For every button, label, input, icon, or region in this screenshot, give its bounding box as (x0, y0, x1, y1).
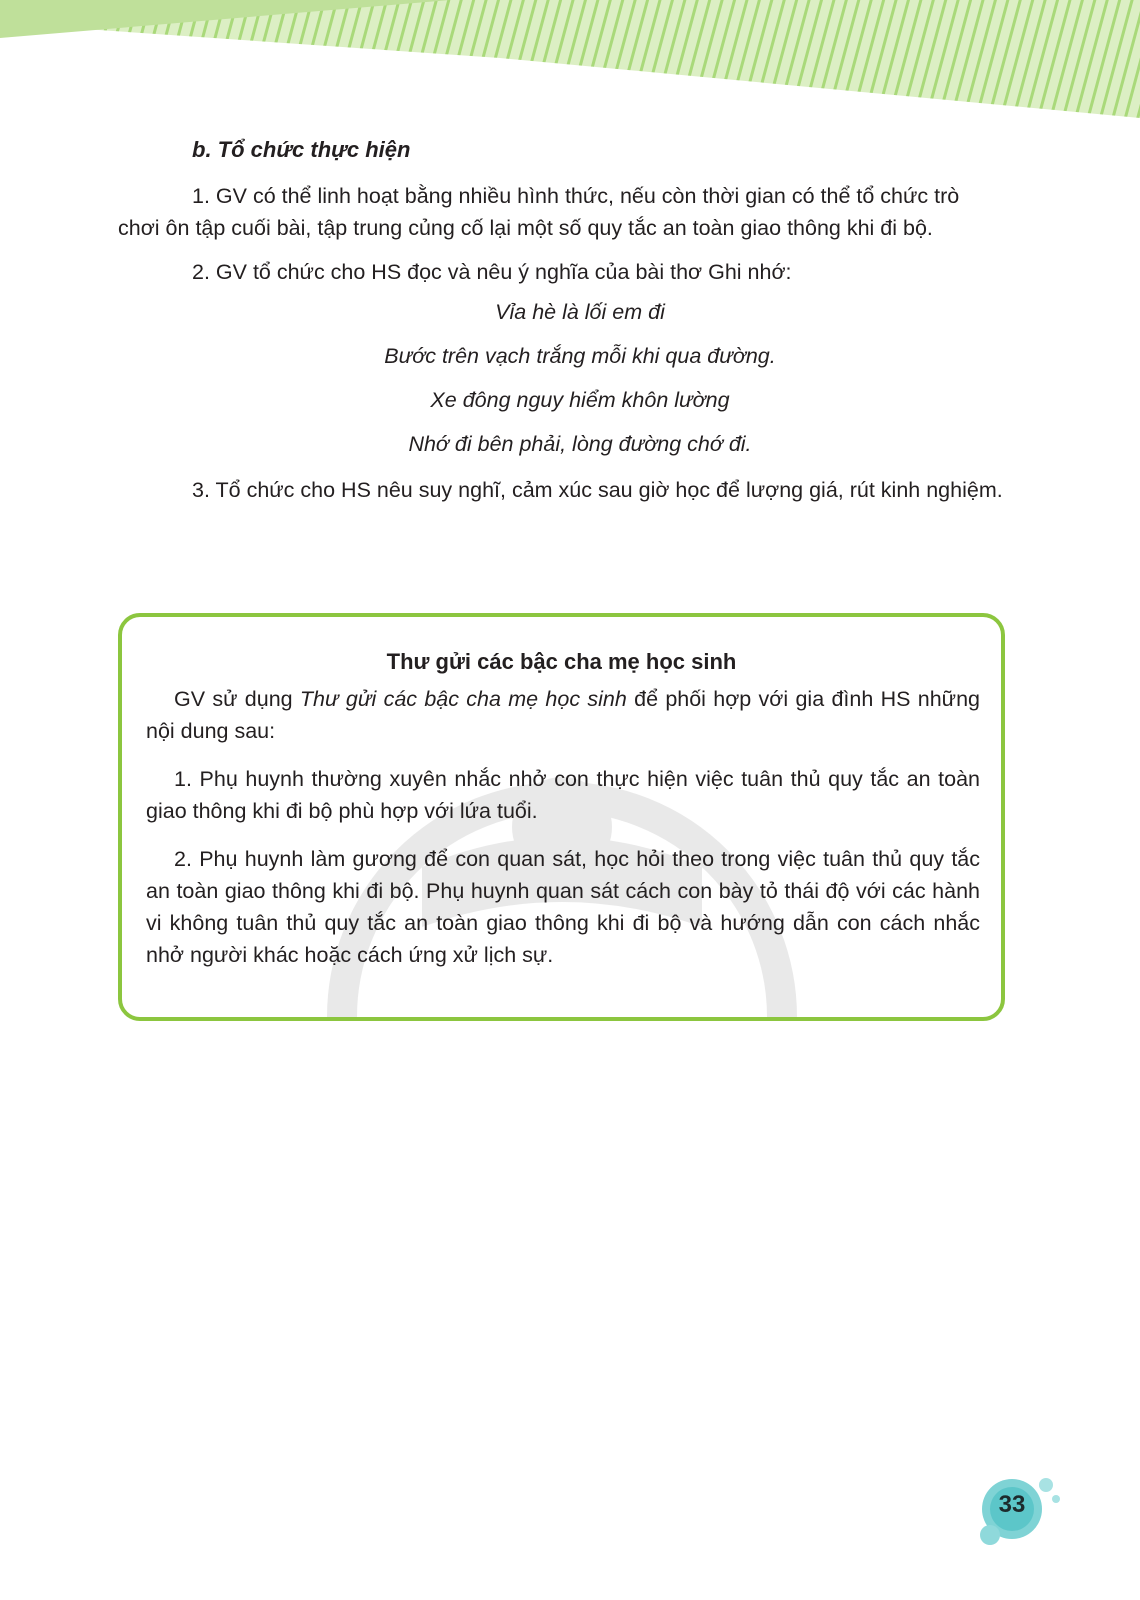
box-title: Thư gửi các bậc cha mẹ học sinh (386, 649, 737, 674)
item-1-line-1: 1. GV có thể linh hoạt bằng nhiều hình thức, nếu còn thời gian có thể tổ chức trò (192, 184, 960, 208)
section-heading: b. Tổ chức thực hiện (192, 137, 411, 162)
intro-text: GV sử dụng (174, 687, 300, 711)
box-item-1: 1. Phụ huynh thường xuyên nhắc nhở con thực hiện việc tuân thủ quy tắc an toàn giao thông khi đi bộ phù hợp với lứa tuổi. (146, 767, 980, 823)
item-3: 3. Tổ chức cho HS nêu suy nghĩ, cảm xúc sau giờ học để lượng giá, rút kinh nghiệm. (192, 478, 1003, 502)
poem-line: Bước trên vạch trắng mỗi khi qua đường. (384, 344, 776, 368)
poem-line: Nhớ đi bên phải, lòng đường chớ đi. (408, 432, 752, 456)
box-intro (146, 683, 980, 747)
intro-text: để phối hợp với gia đình HS những nội dung sau: (146, 687, 980, 743)
page-number: 33 (998, 1491, 1026, 1518)
item-1-line-2: chơi ôn tập cuối bài, tập trung củng cố lại một số quy tắc an toàn giao thông khi đi bộ. (118, 216, 933, 240)
item-2: 2. GV tổ chức cho HS đọc và nêu ý nghĩa của bài thơ Ghi nhớ: (192, 260, 792, 284)
poem-line: Vỉa hè là lối em đi (495, 300, 665, 324)
parent-letter-box (118, 613, 1005, 1021)
page-number-badge (980, 1475, 1060, 1555)
poem-line: Xe đông nguy hiểm khôn lường (430, 388, 730, 412)
intro-italic: Thư gửi các bậc cha mẹ học sinh (299, 687, 627, 711)
box-item-2: 2. Phụ huynh làm gương để con quan sát, học hỏi theo trong việc tuân thủ quy tắc an toàn giao thông khi đi bộ. Phụ huynh quan sát cách con bày tỏ thái độ với các hành vi không tuân thủ quy tắc an toàn giao thông khi đi bộ và hướng dẫn con cách nhắc nhở người khác hoặc cách ứng xử lịch sự. (146, 847, 980, 967)
top-decorative-banner (0, 0, 1140, 130)
